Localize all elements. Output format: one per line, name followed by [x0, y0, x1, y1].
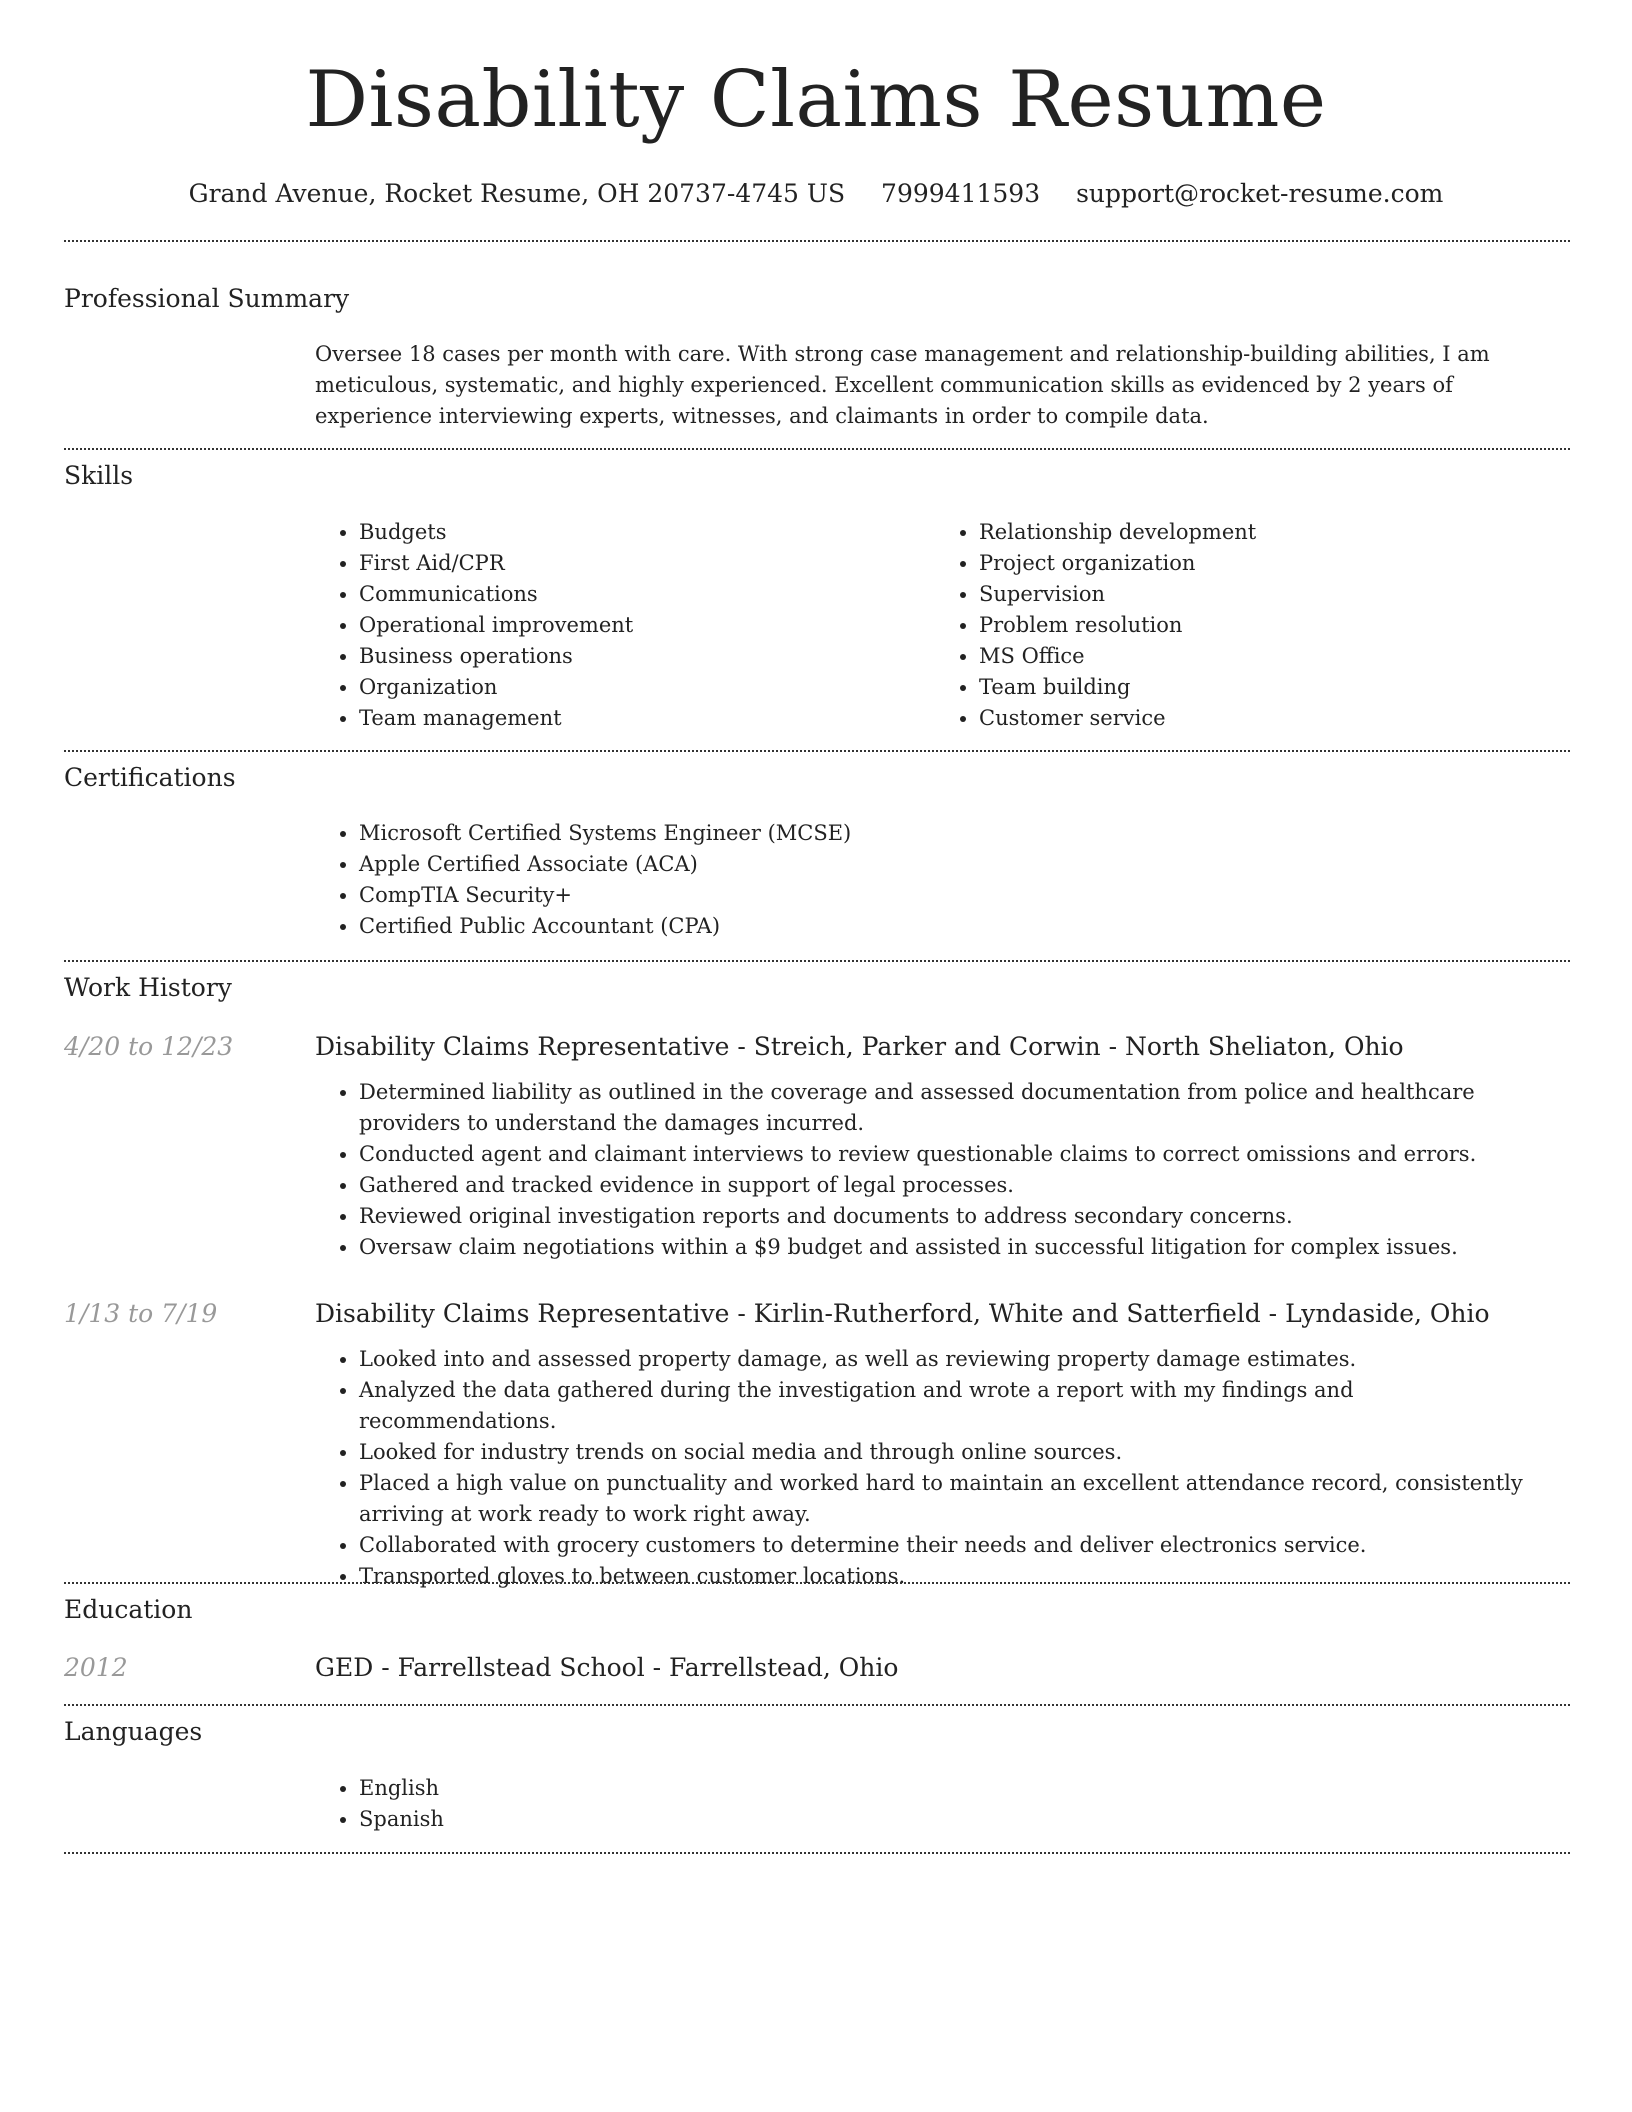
job-entry: [315, 1298, 1555, 1592]
section-divider: [64, 1852, 1570, 1854]
job-bullet: • Collaborated with grocery customers to determine their needs and deliver electronics service.: [359, 1530, 1555, 1561]
section-divider: [64, 1704, 1570, 1706]
languages-list: [315, 1773, 1555, 1835]
certification-item: • Apple Certified Associate (ACA): [359, 849, 1555, 880]
job-bullet: • Placed a high value on punctuality and worked hard to maintain an excellent attendance record, consistently arriving at work ready to work right away.: [359, 1468, 1555, 1530]
job-bullet: • Looked for industry trends on social media and through online sources.: [359, 1437, 1555, 1468]
job-bullet: • Reviewed original investigation reports and documents to address secondary concerns.: [359, 1201, 1555, 1232]
summary-content: [315, 339, 1555, 432]
summary-text: Oversee 18 cases per month with care. With strong case management and relationship-building abilities, I am meticulous, systematic, and highly experienced. Excellent communication skills as evidenced by 2 years of experience interviewing experts, witnesses, and claimants in order to compile data.: [315, 342, 1490, 428]
education-entry: [315, 1652, 1555, 1698]
job-bullet: • Determined liability as outlined in the coverage and assessed documentation from police and healthcare providers to understand the damages incurred.: [359, 1077, 1555, 1139]
job-heading: Disability Claims Representative - Streich, Parker and Corwin - North Sheliaton, Ohio: [315, 1032, 1404, 1061]
work-section-title: Work History: [64, 973, 232, 1002]
summary-section-title: Professional Summary: [64, 284, 350, 313]
certification-item: • CompTIA Security+: [359, 880, 1555, 911]
job-bullet: • Oversaw claim negotiations within a $9 budget and assisted in successful litigation for complex issues.: [359, 1232, 1555, 1263]
job-bullet: • Conducted agent and claimant interviews to review questionable claims to correct omissions and errors.: [359, 1139, 1555, 1170]
skill-item: • First Aid/CPR: [359, 548, 935, 579]
section-divider: [64, 750, 1570, 752]
skill-item: • Operational improvement: [359, 610, 935, 641]
skills-content: [315, 517, 1555, 734]
certifications-section-title: Certifications: [64, 763, 236, 792]
education-section-title: Education: [64, 1595, 193, 1624]
contact-address: Grand Avenue, Rocket Resume, OH 20737-4745 US: [188, 179, 846, 208]
education-year: 2012: [64, 1653, 128, 1682]
contact-email: support@rocket-resume.com: [1076, 179, 1444, 208]
skill-item: • Team building: [979, 672, 1555, 703]
section-divider: [64, 448, 1570, 450]
job-bullet: • Transported gloves to between customer locations.: [359, 1561, 1555, 1592]
skill-item: • Customer service: [979, 703, 1555, 734]
skill-item: • Project organization: [979, 548, 1555, 579]
certification-item: • Microsoft Certified Systems Engineer (MCSE): [359, 818, 1555, 849]
contact-phone: 7999411593: [881, 179, 1041, 208]
section-divider: [64, 960, 1570, 962]
job-bullet: • Looked into and assessed property damage, as well as reviewing property damage estimates.: [359, 1344, 1555, 1375]
certifications-list: [315, 818, 1555, 942]
resume-title: Disability Claims Resume: [305, 55, 1327, 145]
certifications-content: [315, 818, 1555, 942]
resume-header: [0, 0, 1632, 210]
job-dates: 1/13 to 7/19: [64, 1299, 218, 1328]
job-bullet: • Analyzed the data gathered during the investigation and wrote a report with my findings and recommendations.: [359, 1375, 1555, 1437]
skill-item: • Budgets: [359, 517, 935, 548]
job-dates: 4/20 to 12/23: [64, 1032, 234, 1061]
languages-section-title: Languages: [64, 1717, 203, 1746]
job-bullets: [315, 1077, 1555, 1263]
skills-list-left: [315, 517, 935, 734]
certification-item: • Certified Public Accountant (CPA): [359, 911, 1555, 942]
skill-item: • Business operations: [359, 641, 935, 672]
languages-content: [315, 1773, 1555, 1835]
skill-item: • Communications: [359, 579, 935, 610]
education-heading: GED - Farrellstead School - Farrellstead, Ohio: [315, 1653, 899, 1682]
job-bullet: • Gathered and tracked evidence in support of legal processes.: [359, 1170, 1555, 1201]
language-item: • English: [359, 1773, 1555, 1804]
language-item: • Spanish: [359, 1804, 1555, 1835]
skills-section-title: Skills: [64, 461, 134, 490]
skill-item: • Supervision: [979, 579, 1555, 610]
skill-item: • MS Office: [979, 641, 1555, 672]
contact-line: [0, 178, 1632, 210]
job-entry: [315, 1031, 1555, 1263]
section-divider: [64, 240, 1570, 242]
skill-item: • Team management: [359, 703, 935, 734]
section-divider: [64, 1582, 1570, 1584]
skill-item: • Organization: [359, 672, 935, 703]
skill-item: • Relationship development: [979, 517, 1555, 548]
job-bullets: [315, 1344, 1555, 1592]
job-heading: Disability Claims Representative - Kirlin-Rutherford, White and Satterfield - Lyndaside, Ohio: [315, 1299, 1490, 1328]
skill-item: • Problem resolution: [979, 610, 1555, 641]
skills-list-right: [935, 517, 1555, 734]
